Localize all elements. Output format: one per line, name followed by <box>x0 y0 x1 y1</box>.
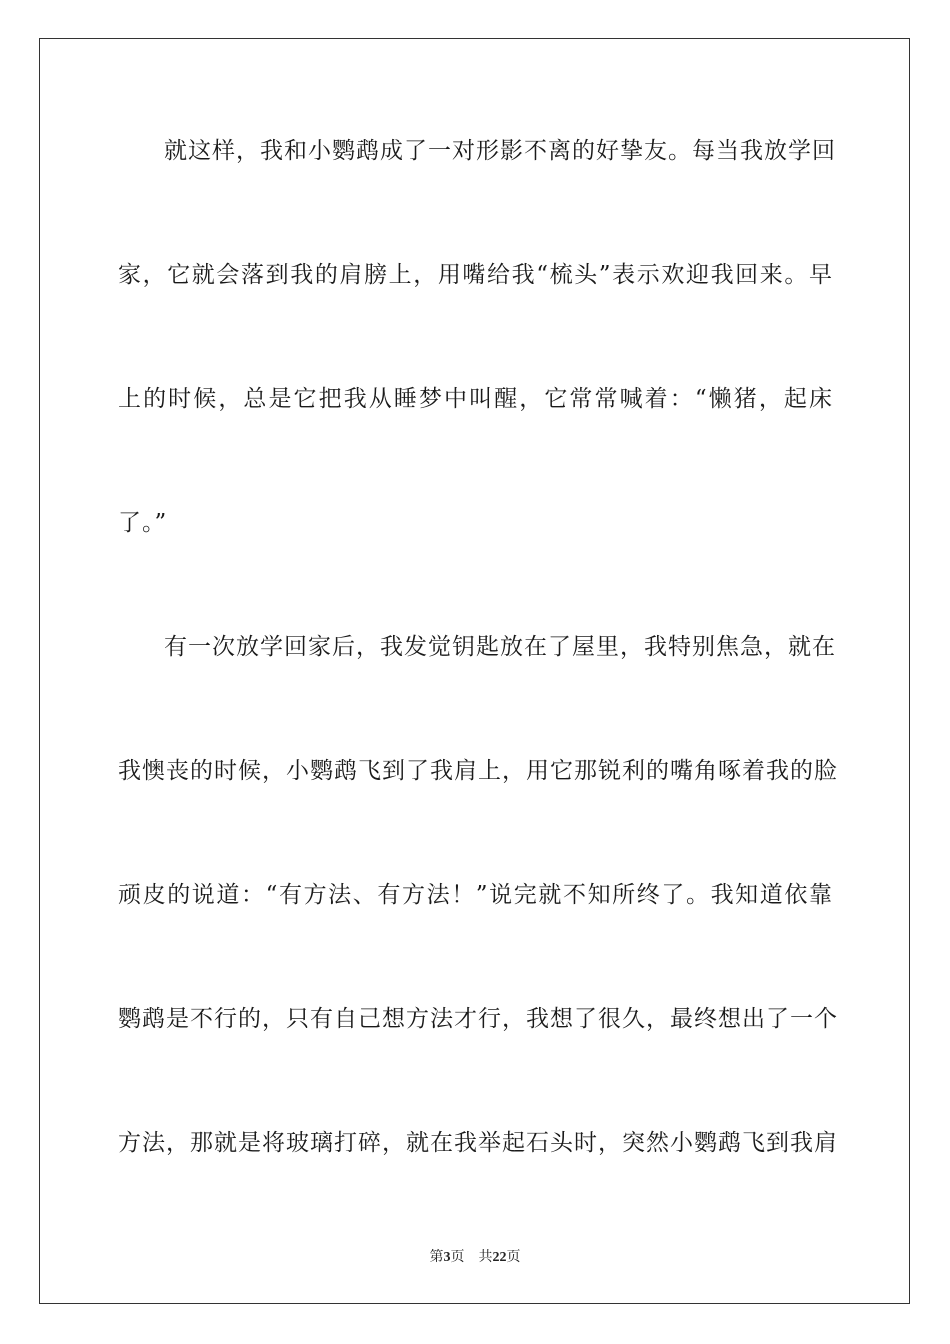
paragraph-line: 方法，那就是将玻璃打碎，就在我举起石头时，突然小鹦鹉飞到我肩 <box>118 1130 838 1156</box>
footer-total-number: 22 <box>492 1250 507 1265</box>
footer-page-suffix: 页 <box>450 1249 465 1265</box>
page-border <box>39 38 910 1304</box>
paragraph-line: 我懊丧的时候，小鹦鹉飞到了我肩上，用它那锐利的嘴角啄着我的脸 <box>118 758 838 784</box>
paragraph-line: 家，它就会落到我的肩膀上，用嘴给我“梳头”表示欢迎我回来。早 <box>118 262 833 288</box>
footer-total-suffix: 页 <box>506 1249 521 1265</box>
paragraph-line: 就这样，我和小鹦鹉成了一对形影不离的好挚友。每当我放学回 <box>164 138 836 164</box>
page-footer <box>0 1248 950 1267</box>
footer-total-prefix: 共 <box>478 1249 493 1265</box>
paragraph-line: 顽皮的说道：“有方法、有方法！”说完就不知所终了。我知道依靠 <box>118 882 833 908</box>
footer-page-prefix: 第 <box>429 1249 444 1265</box>
paragraph-line: 了。” <box>118 510 168 536</box>
paragraph-line: 鹦鹉是不行的，只有自己想方法才行，我想了很久，最终想出了一个 <box>118 1006 838 1032</box>
footer-page-number: 3 <box>443 1250 451 1265</box>
paragraph-line: 有一次放学回家后，我发觉钥匙放在了屋里，我特别焦急，就在 <box>164 634 836 660</box>
paragraph-line: 上的时候，总是它把我从睡梦中叫醒，它常常喊着：“懒猪，起床 <box>118 386 833 412</box>
